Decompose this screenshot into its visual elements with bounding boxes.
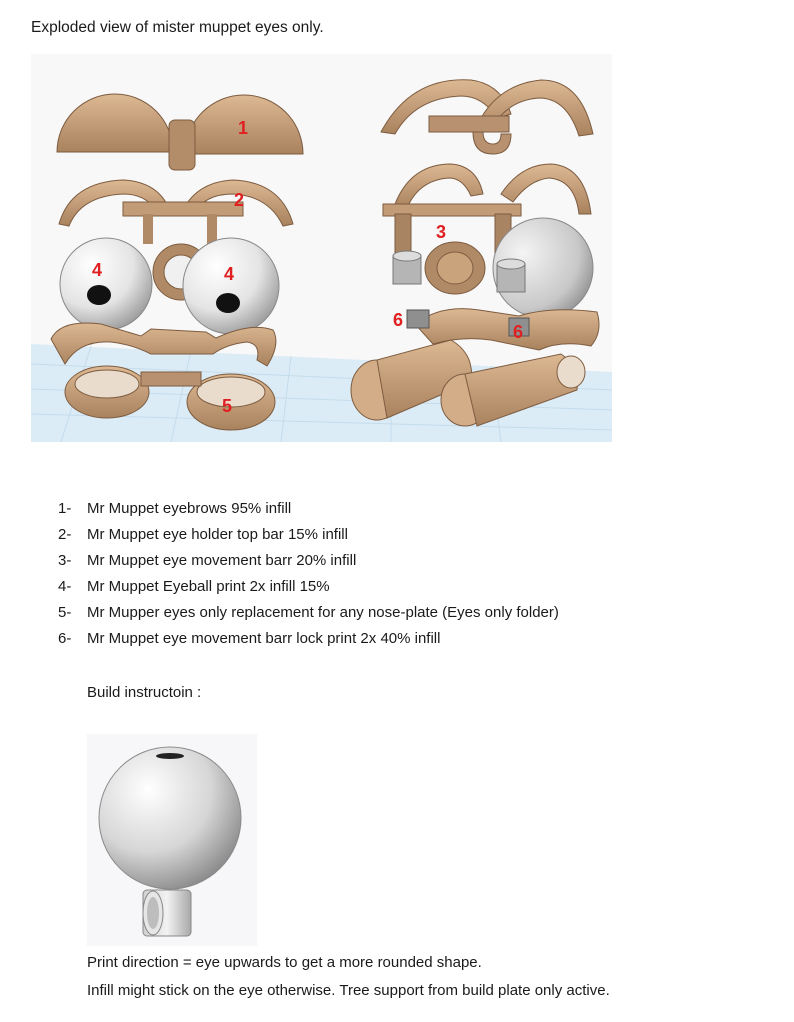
callout-4-left: 4 [92,260,103,280]
list-item [58,604,559,630]
callout-6-right: 6 [513,322,524,342]
support-note: Infill might stick on the eye otherwise. Tree support from build plate only active. [87,982,610,999]
list-item [58,552,559,578]
item-text: Mr Muppet eyebrows 95% infill [87,500,292,517]
callout-6-left: 6 [393,310,404,330]
list-item [58,630,559,656]
item-number: 2- [58,526,72,543]
item-text: Mr Muppet eye movement barr lock print 2x 40% infill [87,630,441,647]
item-number: 3- [58,552,72,569]
item-number: 4- [58,578,72,595]
item-number: 6- [58,630,72,647]
item-number: 5- [58,604,72,621]
item-text: Mr Muppet eye holder top bar 15% infill [87,526,348,543]
callout-3: 3 [436,222,447,242]
list-item [58,578,559,604]
item-text: Mr Mupper eyes only replacement for any nose-plate (Eyes only folder) [87,604,559,621]
item-text: Mr Muppet eye movement barr 20% infill [87,552,357,569]
eyeball-print-image [87,734,257,946]
parts-list [58,500,559,656]
callout-1: 1 [238,118,249,138]
page-heading: Exploded view of mister muppet eyes only. [31,19,324,36]
list-item [58,500,559,526]
callout-2: 2 [234,190,245,210]
build-instructions-title: Build instructoin : [87,684,202,701]
item-text: Mr Muppet Eyeball print 2x infill 15% [87,578,330,595]
print-direction-note: Print direction = eye upwards to get a more rounded shape. [87,954,482,971]
item-number: 1- [58,500,72,517]
callout-5: 5 [222,396,233,416]
list-item [58,526,559,552]
exploded-view-image [31,54,612,442]
callout-4-right: 4 [224,264,235,284]
